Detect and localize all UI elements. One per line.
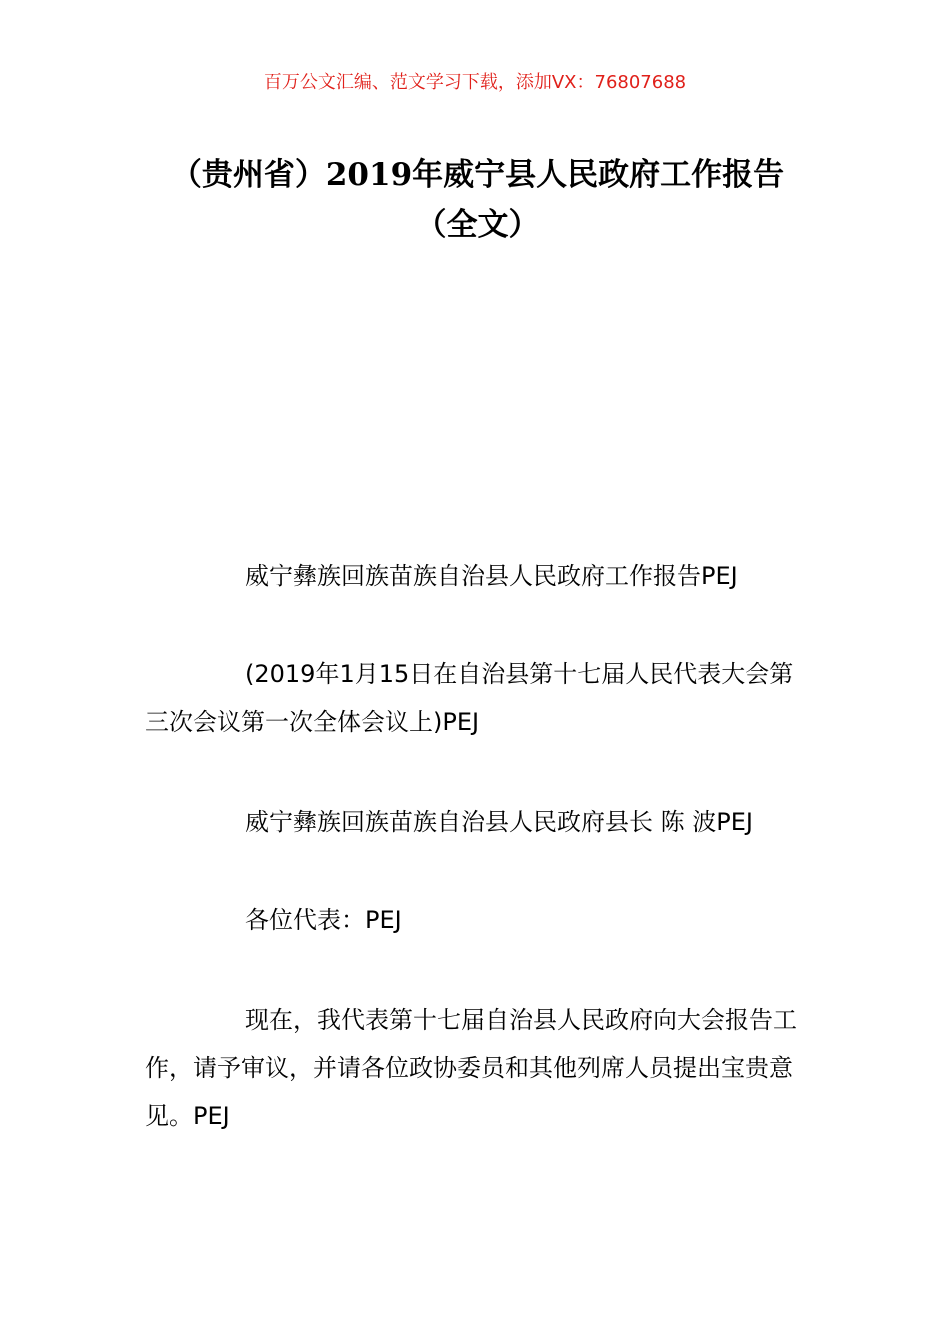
paragraph-speaker — [145, 798, 807, 846]
paragraph-text: 现在，我代表第十七届自治县人民政府向大会报告工作，请予审议，并请各位政协委员和其他列席人员提出宝贵意见。PEJ — [145, 1006, 797, 1130]
paragraph-report-name — [145, 552, 807, 600]
paragraph-text: (2019年1月15日在自治县第十七届人民代表大会第三次会议第一次全体会议上)PEJ — [145, 660, 794, 736]
paragraph-opening — [145, 996, 807, 1140]
promo-header-note: 百万公文汇编、范文学习下载，添加VX：76807688 — [263, 72, 687, 93]
paragraph-meeting-info — [145, 650, 807, 746]
document-title: （贵州省）2019年威宁县人民政府工作报告（全文） — [170, 157, 785, 243]
paragraph-text: 威宁彝族回族苗族自治县人民政府工作报告PEJ — [245, 562, 738, 590]
paragraph-text: 威宁彝族回族苗族自治县人民政府县长 陈 波PEJ — [245, 808, 753, 836]
paragraph-text: 各位代表：PEJ — [245, 906, 402, 934]
paragraph-salutation — [145, 896, 807, 944]
